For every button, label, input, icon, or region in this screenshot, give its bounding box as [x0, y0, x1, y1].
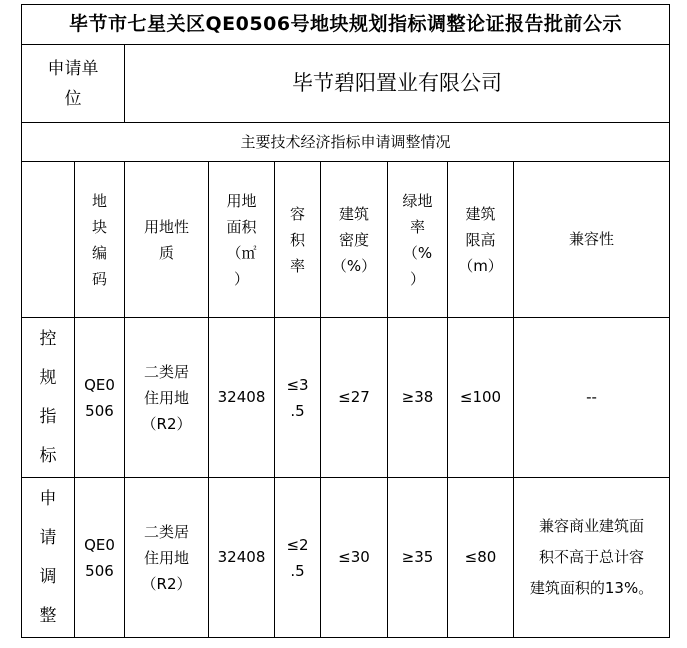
header-compat: 兼容性 — [514, 162, 670, 318]
header-empty — [22, 162, 75, 318]
cell-code: QE0 506 — [75, 318, 125, 478]
notice-table — [21, 4, 670, 638]
header-land-use: 用地性 质 — [125, 162, 209, 318]
cell-area: 32408 — [209, 478, 275, 638]
cell-land-use: 二类居 住用地 （R2） — [125, 318, 209, 478]
table-row — [22, 318, 670, 478]
cell-height: ≤100 — [448, 318, 514, 478]
header-far: 容 积 率 — [275, 162, 321, 318]
row-label: 控 规 指 标 — [22, 318, 75, 478]
cell-density: ≤27 — [321, 318, 388, 478]
header-area: 用地 面积 （㎡ ） — [209, 162, 275, 318]
cell-code: QE0 506 — [75, 478, 125, 638]
row-label: 申 请 调 整 — [22, 478, 75, 638]
header-parcel-code: 地 块 编 码 — [75, 162, 125, 318]
applicant-company: 毕节碧阳置业有限公司 — [125, 45, 670, 123]
cell-far: ≤2 .5 — [275, 478, 321, 638]
notice-title: 毕节市七星关区QE0506号地块规划指标调整论证报告批前公示 — [22, 5, 670, 45]
applicant-label: 申请单 位 — [22, 45, 125, 123]
header-row — [22, 162, 670, 318]
cell-green: ≥38 — [388, 318, 448, 478]
cell-compat: -- — [514, 318, 670, 478]
cell-far: ≤3 .5 — [275, 318, 321, 478]
cell-height: ≤80 — [448, 478, 514, 638]
cell-green: ≥35 — [388, 478, 448, 638]
header-height: 建筑 限高 （m） — [448, 162, 514, 318]
header-density: 建筑 密度 （%） — [321, 162, 388, 318]
cell-compat: 兼容商业建筑面 积不高于总计容 建筑面积的13%。 — [514, 478, 670, 638]
section-title: 主要技术经济指标申请调整情况 — [22, 123, 670, 162]
cell-land-use: 二类居 住用地 （R2） — [125, 478, 209, 638]
cell-density: ≤30 — [321, 478, 388, 638]
table-row — [22, 478, 670, 638]
cell-area: 32408 — [209, 318, 275, 478]
header-green: 绿地 率 （% ） — [388, 162, 448, 318]
